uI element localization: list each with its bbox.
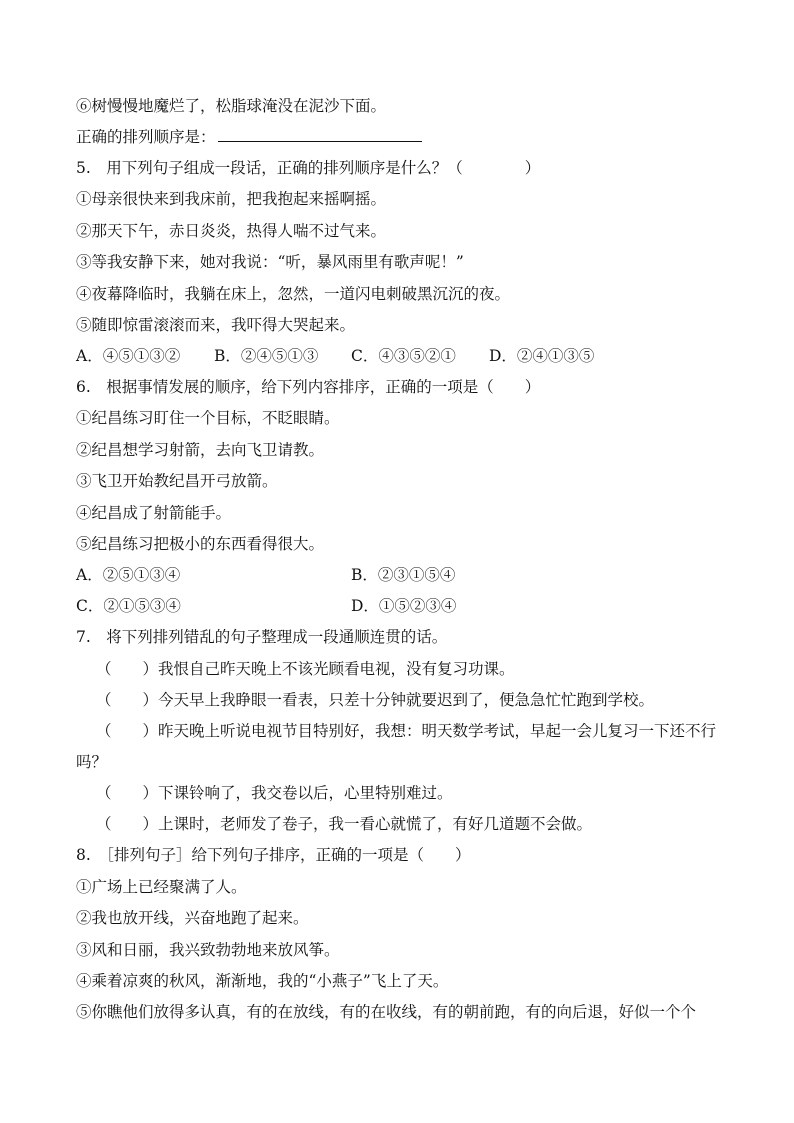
- q6-option-d[interactable]: D．①⑤②③④: [351, 597, 457, 615]
- q5-sentence-5: ⑤随即惊雷滚滚而来，我吓得大哭起来。: [76, 316, 356, 334]
- q8-stem: 8. ［排列句子］给下列句子排序，正确的一项是（ ）: [76, 846, 471, 864]
- q6-option-c[interactable]: C．②①⑤③④: [76, 597, 181, 615]
- q4-answer-line: [76, 126, 726, 148]
- q5-sentence-4: ④夜幕降临时，我躺在床上，忽然，一道闪电刺破黑沉沉的夜。: [76, 285, 511, 303]
- q5-sentence-3: ③等我安静下来，她对我说：“听，暴风雨里有歌声呢！”: [76, 253, 464, 271]
- answer-blank[interactable]: [218, 127, 422, 142]
- q7-item-3-continued: 吗？: [76, 753, 108, 771]
- q6-item-2: ②纪昌想学习射箭，去向飞卫请教。: [76, 441, 325, 459]
- q7-item-3: （ ）昨天晚上听说电视节目特别好，我想：明天数学考试，早起一会儿复习一下还不行: [96, 722, 717, 740]
- q8-sentence-2: ②我也放开线，兴奋地跑了起来。: [76, 909, 309, 927]
- q8-sentence-3: ③风和日丽，我兴致勃勃地来放风筝。: [76, 941, 340, 959]
- q8-sentence-4: ④乘着凉爽的秋风，渐渐地，我的“小燕子”飞上了天。: [76, 972, 449, 990]
- q6-item-4: ④纪昌成了射箭能手。: [76, 504, 232, 522]
- q8-sentence-1: ①广场上已经聚满了人。: [76, 878, 247, 896]
- q5-option-c[interactable]: C．④③⑤②①: [351, 347, 456, 365]
- q6-item-3: ③飞卫开始教纪昌开弓放箭。: [76, 472, 278, 490]
- q7-item-5: （ ）上课时，老师发了卷子，我一看心就慌了，有好几道题不会做。: [96, 815, 593, 833]
- q5-option-a[interactable]: A．④⑤①③②: [76, 347, 181, 365]
- q7-item-4: （ ）下课铃响了，我交卷以后，心里特别难过。: [96, 784, 453, 802]
- q7-item-1: （ ）我恨自己昨天晚上不该光顾看电视，没有复习功课。: [96, 660, 515, 678]
- q7-stem: 7. 将下列排列错乱的句子整理成一段通顺连贯的话。: [76, 628, 448, 646]
- q6-item-5: ⑤纪昌练习把极小的东西看得很大。: [76, 535, 325, 553]
- q6-item-1: ①纪昌练习盯住一个目标，不眨眼睛。: [76, 409, 340, 427]
- q4-sentence-6: ⑥树慢慢地魔烂了，松脂球淹没在泥沙下面。: [76, 97, 387, 115]
- q5-option-b[interactable]: B．②④⑤①③: [214, 347, 319, 365]
- q6-stem: 6. 根据事情发展的顺序，给下列内容排序，正确的一项是（ ）: [76, 378, 541, 396]
- q7-item-2: （ ）今天早上我睁眼一看表，只差十分钟就要迟到了，便急急忙忙跑到学校。: [96, 691, 655, 709]
- answer-prompt: 正确的排列顺序是：: [76, 128, 216, 146]
- q5-sentence-1: ①母亲很快来到我床前，把我抱起来摇啊摇。: [76, 190, 387, 208]
- q5-stem: 5. 用下列句子组成一段话，正确的排列顺序是什么？（ ）: [76, 159, 541, 177]
- q6-option-a[interactable]: A．②⑤①③④: [76, 566, 181, 584]
- q5-sentence-2: ②那天下午，赤日炎炎，热得人喘不过气来。: [76, 222, 387, 240]
- q5-option-d[interactable]: D．②④①③⑤: [489, 347, 595, 365]
- q8-sentence-5: ⑤你瞧他们放得多认真，有的在放线，有的在收线，有的朝前跑，有的向后退，好似一个个: [76, 1003, 697, 1021]
- q6-option-b[interactable]: B．②③①⑤④: [351, 566, 456, 584]
